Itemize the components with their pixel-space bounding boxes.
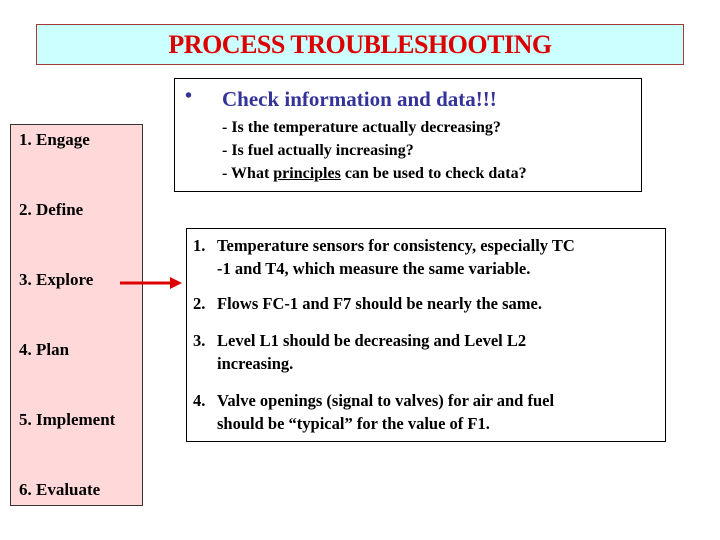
check-info-panel [174,78,642,192]
check-heading: Check information and data!!! [222,87,497,111]
principle-item-3 [193,329,526,375]
q3-suffix: can be used to check data? [340,165,527,182]
principle-number: 1. [193,236,206,255]
principle-number: 2. [193,294,206,313]
principle-text-cont: should be “typical” for the value of F1. [217,414,490,433]
principles-panel [186,228,666,442]
q3-prefix: - What [222,165,274,182]
principle-text: Temperature sensors for consistency, especially TC [217,236,575,255]
title-banner [36,24,684,65]
steps-panel [10,124,143,506]
principle-text-cont: -1 and T4, which measure the same variable. [217,259,531,278]
step-define: 2. Define [19,200,84,219]
check-question-3 [222,165,527,183]
q3-principles: principles [273,165,341,182]
principle-item-4 [193,389,554,435]
step-engage: 1. Engage [19,130,90,149]
principle-item-2 [193,292,542,315]
principle-text: Flows FC-1 and F7 should be nearly the same. [217,294,542,313]
step-evaluate: 6. Evaluate [19,480,101,499]
principle-text-cont: increasing. [217,354,294,373]
step-explore: 3. Explore [19,270,94,289]
principle-item-1 [193,234,575,280]
principle-number: 3. [193,331,206,350]
arrow-right-icon [120,277,184,289]
page-title: PROCESS TROUBLESHOOTING [168,29,552,59]
principle-text: Valve openings (signal to valves) for air and fuel [217,391,555,410]
check-question-1: - Is the temperature actually decreasing? [222,119,501,136]
principle-number: 4. [193,391,206,410]
step-implement: 5. Implement [19,410,116,429]
bullet-icon: • [185,85,193,107]
step-plan: 4. Plan [19,340,70,359]
principle-text: Level L1 should be decreasing and Level L2 [217,331,527,350]
check-question-2: - Is fuel actually increasing? [222,142,414,159]
